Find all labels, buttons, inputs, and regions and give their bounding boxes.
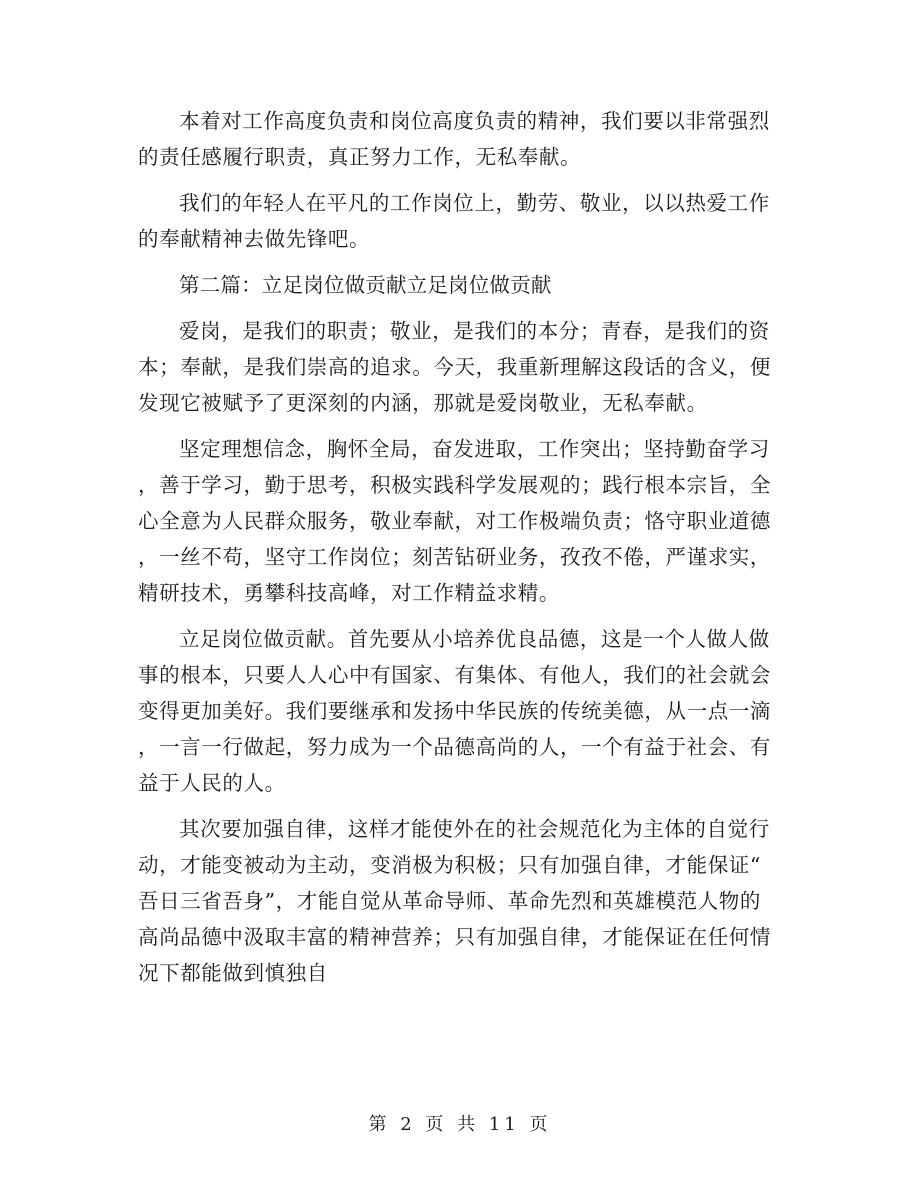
text-line: 本着对工作高度负责和岗位高度负责的精神，我们要以非常强烈 [179,109,770,133]
text-line: 本；奉献，是我们崇高的追求。今天，我重新理解这段话的含义，便 [138,355,771,379]
text-line: ，善于学习，勤于思考，积极实践科学发展观的；践行根本宗旨，全 [138,473,771,497]
text-line: 爱岗，是我们的职责；敬业，是我们的本分；青春，是我们的资 [179,319,770,343]
paragraph-2 [138,185,786,257]
text-line: 坚定理想信念，胸怀全局，奋发进取，工作突出；坚持勤奋学习 [179,437,770,461]
text-line: 的责任感履行职责，真正努力工作，无私奉献。 [138,145,582,169]
paragraph-6 [138,811,786,991]
text-line: 发现它被赋予了更深刻的内涵，那就是爱岗敬业，无私奉献。 [138,391,708,415]
section-title: 第二篇：立足岗位做贡献立足岗位做贡献 [179,273,552,297]
paragraph-5 [138,621,786,801]
text-line: 益于人民的人。 [138,771,286,795]
text-line: 心全意为人民群众服务，敬业奉献，对工作极端负责；恪守职业道德 [138,509,771,533]
text-line: 立足岗位做贡献。首先要从小培养优良品德，这是一个人做人做 [179,627,770,651]
text-line: 我们的年轻人在平凡的工作岗位上，勤劳、敬业，以以热爱工作 [179,191,770,215]
text-line: 的奉献精神去做先锋吧。 [138,227,371,251]
paragraph-4 [138,431,786,611]
section-heading [138,267,786,303]
text-line: ，一丝不苟，坚守工作岗位；刻苦钻研业务，孜孜不倦，严谨求实， [138,545,771,569]
text-line: 精研技术，勇攀科技高峰，对工作精益求精。 [138,581,560,605]
paragraph-1 [138,103,786,175]
document-body [138,103,786,991]
text-line: 况下都能做到慎独自 [138,961,328,985]
text-line: 高尚品德中汲取丰富的精神营养；只有加强自律，才能保证在任何情 [138,925,771,949]
paragraph-3 [138,313,786,421]
text-line: 吾日三省吾身”，才能自觉从革命导师、革命先烈和英雄模范人物的 [138,889,761,913]
text-line: 事的根本，只要人人心中有国家、有集体、有他人，我们的社会就会 [138,663,771,687]
text-line: 其次要加强自律，这样才能使外在的社会规范化为主体的自觉行 [179,817,770,841]
text-line: 变得更加美好。我们要继承和发扬中华民族的传统美德，从一点一滴 [138,699,771,723]
page-number-footer: 第 2 页 共 11 页 [368,1114,552,1135]
text-line: ，一言一行做起，努力成为一个品德高尚的人，一个有益于社会、有 [138,735,771,759]
text-line: 动，才能变被动为主动，变消极为积极；只有加强自律，才能保证“ [138,853,761,877]
